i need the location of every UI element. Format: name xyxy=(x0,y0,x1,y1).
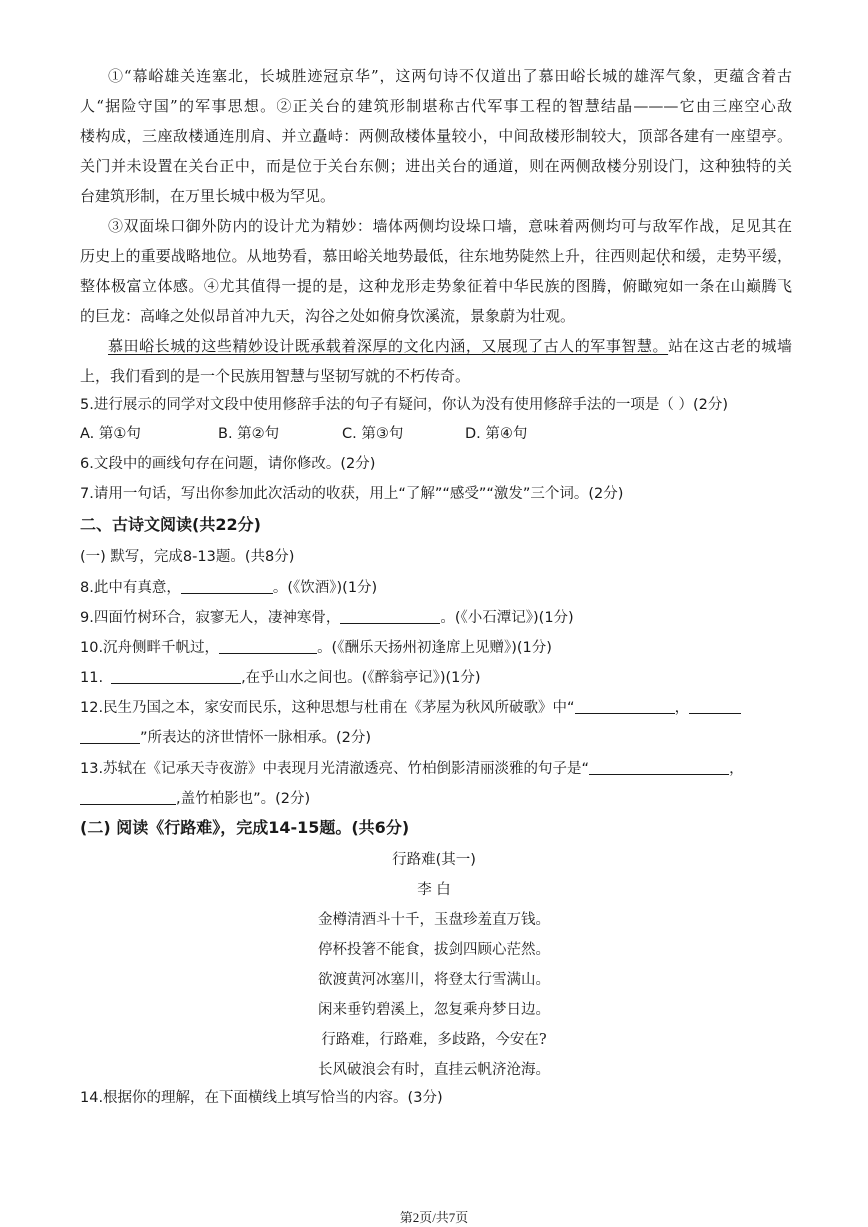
question-5-options xyxy=(80,424,792,444)
answer-blank[interactable] xyxy=(181,577,273,594)
question-text: ， xyxy=(674,700,690,716)
poem-line: 行路难，行路难，多歧路，今安在? xyxy=(321,1032,547,1048)
question-9 xyxy=(80,607,792,628)
answer-blank[interactable] xyxy=(340,607,440,624)
poem-line: 长风破浪会有时，直挂云帆济沧海。 xyxy=(318,1062,550,1078)
subsection-heading: (一) 默写，完成8-13题。(共8分) xyxy=(80,549,295,565)
question-12 xyxy=(80,697,792,718)
question-10 xyxy=(80,637,792,658)
question-6: 6.文段中的画线句存在问题，请你修改。(2分) xyxy=(80,456,376,472)
passage-line: ③双面垛口御外防内的设计尤为精妙：墙体两侧均设垛口墙，意味着两侧均可与敌军作战，足见其在 xyxy=(108,217,792,235)
question-text: 11. xyxy=(80,670,104,686)
question-12-cont xyxy=(80,727,792,748)
passage-line: 人“据险守国”的军事思想。②正关台的建筑形制堪称古代军事工程的智慧结晶———它由三座空心敌 xyxy=(80,97,792,115)
page-number: 第2页/共7页 xyxy=(399,1210,469,1225)
poem-line: 停杯投箸不能食，拔剑四顾心茫然。 xyxy=(318,942,550,958)
passage-line: 楼构成，三座敌楼通连刖肩、并立矗峙：两侧敌楼体量较小，中间敌楼形制较大，顶部各建有一座望亭。 xyxy=(80,127,792,145)
question-text: 10.沉舟侧畔千帆过， xyxy=(80,640,220,656)
passage-line: 整体极富立体感。④尤其值得一提的是，这种龙形走势象征着中华民族的图腾，俯瞰宛如一条在山巅腾飞 xyxy=(80,277,792,295)
emphasis-dot-char: 伏 xyxy=(655,247,671,265)
question-text: 12.民生乃国之本，家安而民乐，这种思想与杜甫在《茅屋为秋风所破歌》中“ xyxy=(80,700,575,716)
question-13-cont xyxy=(80,788,792,809)
passage-line: ①“幕峪雄关连塞北，长城胜迹冠京华”，这两句诗不仅道出了慕田峪长城的雄浑气象，更蕴含着古 xyxy=(108,67,792,85)
question-13 xyxy=(80,758,792,779)
answer-blank[interactable] xyxy=(219,637,317,654)
question-text: 。(《酬乐天扬州初逢席上见赠》)(1分) xyxy=(317,640,552,656)
passage-line: 上，我们看到的是一个民族用智慧与坚韧写就的不朽传奇。 xyxy=(80,367,471,385)
passage-line: 台建筑形制，在万里长城中极为罕见。 xyxy=(80,187,336,205)
answer-blank[interactable] xyxy=(80,727,140,744)
poem-line: 欲渡黄河冰塞川，将登太行雪满山。 xyxy=(318,972,550,988)
question-text: ,在乎山水之间也。(《醉翁亭记》)(1分) xyxy=(241,670,481,686)
answer-blank[interactable] xyxy=(111,667,241,684)
question-7: 7.请用一句话，写出你参加此次活动的收获，用上“了解”“感受”“激发”三个词。(2分) xyxy=(80,486,624,502)
question-14: 14.根据你的理解，在下面横线上填写恰当的内容。(3分) xyxy=(80,1090,443,1106)
option-a: A. 第①句 xyxy=(80,426,141,442)
passage-text: 站在这古老的城墙 xyxy=(668,337,792,355)
question-5: 5.进行展示的同学对文段中使用修辞手法的句子有疑问，你认为没有使用修辞手法的一项是（ ）(2分) xyxy=(80,397,728,413)
question-8 xyxy=(80,577,792,598)
passage-text: 和缓，走势平缓， xyxy=(670,247,792,265)
question-text: 13.苏轼在《记承天寺夜游》中表现月光清澈透亮、竹柏倒影清丽淡雅的句子是“ xyxy=(80,761,590,777)
question-text: ， xyxy=(729,761,744,777)
question-text: 8.此中有真意， xyxy=(80,580,181,596)
passage-text: 历史上的重要战略地位。从地势看，慕田峪关地势最低，往东地势陡然上升，往西则起 xyxy=(80,247,656,265)
question-text: ”所表达的济世情怀一脉相承。(2分) xyxy=(140,730,372,746)
underlined-sentence: 慕田峪长城的这些精妙设计既承载着深厚的文化内涵，又展现了古人的军事智慧。 xyxy=(108,337,669,355)
question-text: 。(《饮酒》)(1分) xyxy=(272,580,378,596)
section-heading: 二、古诗文阅读(共22分) xyxy=(80,515,261,534)
question-text: 9.四面竹树环合，寂寥无人，凄神寒骨， xyxy=(80,610,341,626)
question-text: ,盖竹柏影也”。(2分) xyxy=(176,791,311,807)
poem-line: 闲来垂钓碧溪上，忽复乘舟梦日边。 xyxy=(318,1002,550,1018)
answer-blank[interactable] xyxy=(80,788,176,805)
answer-blank[interactable] xyxy=(689,697,741,714)
passage-line: 关门并未设置在关台正中，而是位于关台东侧；进出关台的通道，则在两侧敌楼分别设门，这种独特的关 xyxy=(80,157,792,175)
poem-title: 行路难(其一) xyxy=(392,852,476,868)
answer-blank[interactable] xyxy=(575,697,675,714)
question-text: 。(《小石潭记》)(1分) xyxy=(440,610,574,626)
passage-line xyxy=(80,246,792,266)
poem-line: 金樽清酒斗十千，玉盘珍羞直万钱。 xyxy=(318,912,550,928)
option-b: B. 第②句 xyxy=(218,426,280,442)
question-11 xyxy=(80,667,792,688)
passage-line xyxy=(108,336,792,356)
option-d: D. 第④句 xyxy=(465,426,528,442)
answer-blank[interactable] xyxy=(589,758,729,775)
poem-author: 李 白 xyxy=(417,882,451,898)
passage-line: 的巨龙：高峰之处似昂首冲九天，沟谷之处如俯身饮溪流，景象蔚为壮观。 xyxy=(80,307,576,325)
subsection-heading: (二) 阅读《行路难》，完成14-15题。(共6分) xyxy=(80,818,410,837)
option-c: C. 第③句 xyxy=(342,426,404,442)
